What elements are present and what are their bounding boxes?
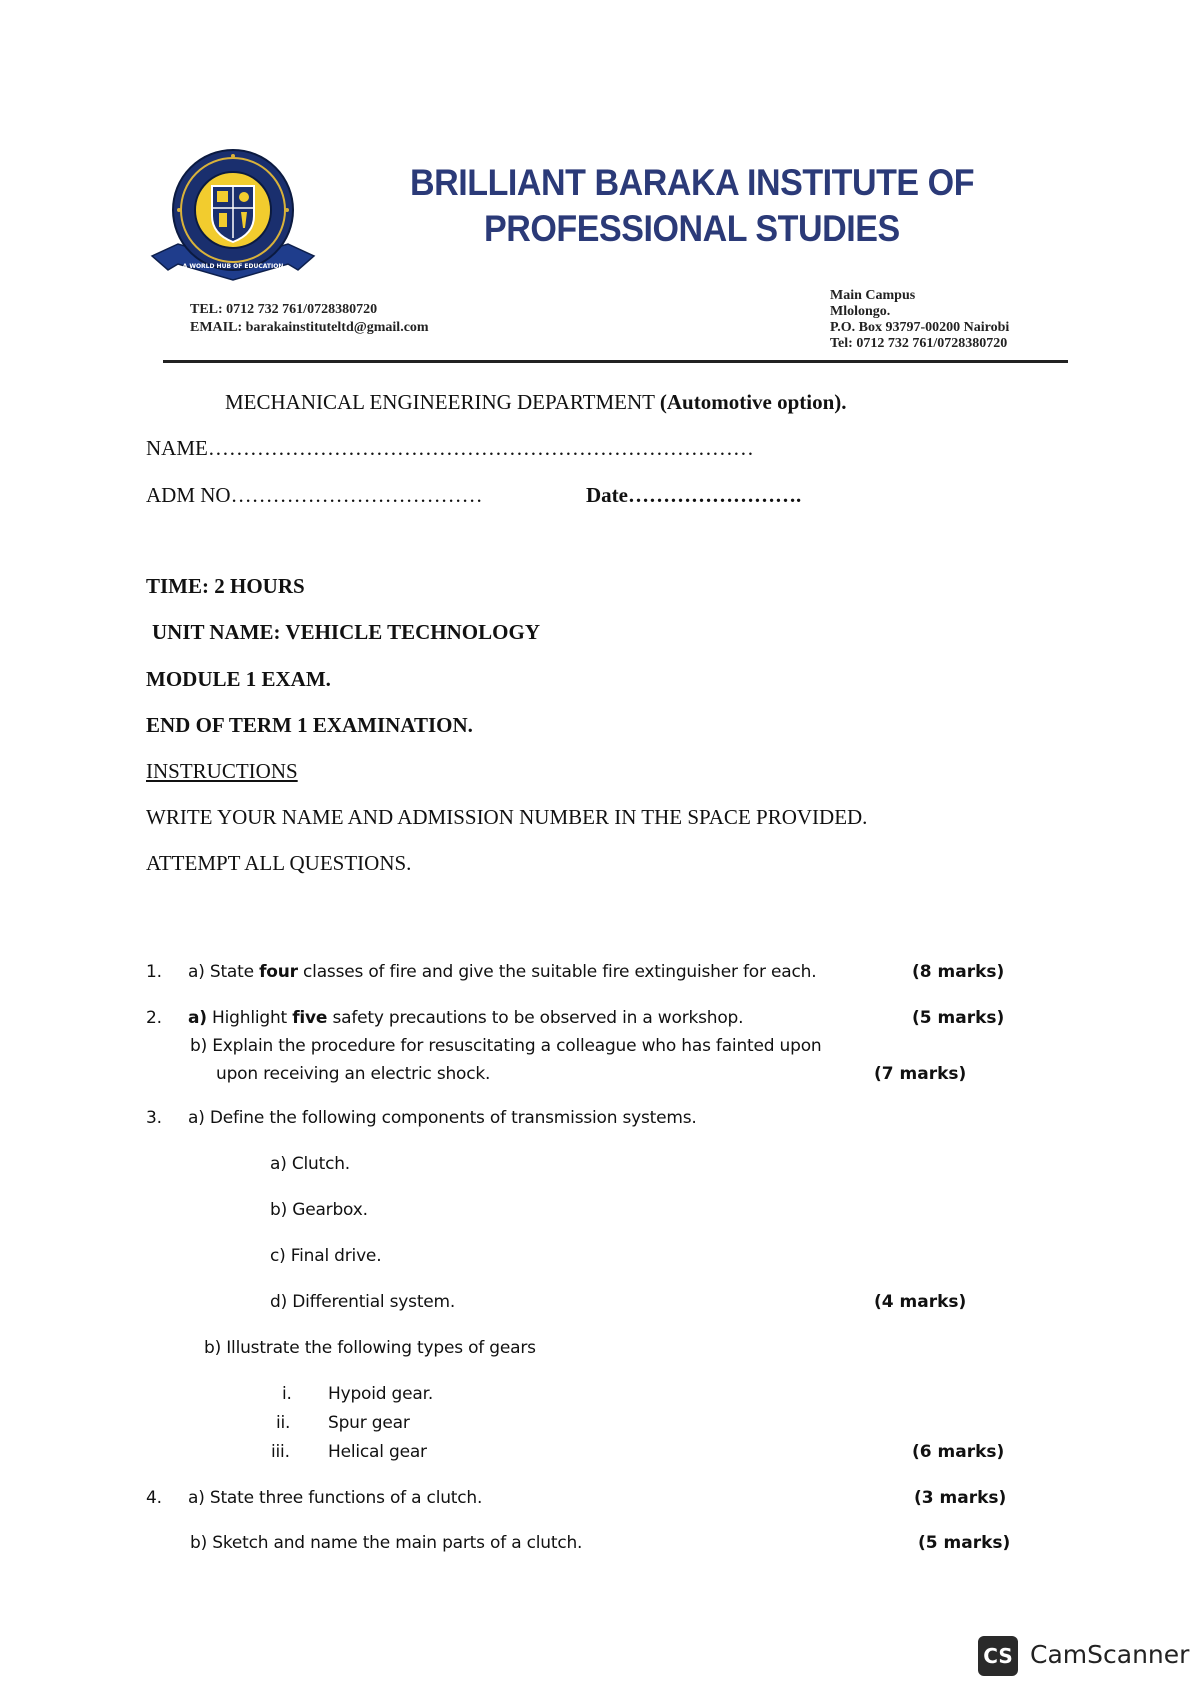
q3-b-item-spur: Spur gear bbox=[328, 1413, 410, 1433]
instructions-heading: INSTRUCTIONS bbox=[146, 759, 298, 783]
q3-a-item-differential: d) Differential system. bbox=[270, 1292, 456, 1312]
institute-logo bbox=[148, 148, 318, 288]
name-field: NAME…………………………………………………………………… bbox=[146, 436, 754, 460]
unit-name: UNIT NAME: VEHICLE TECHNOLOGY bbox=[152, 620, 540, 644]
header-divider bbox=[163, 360, 1068, 363]
q2-a-bold: five bbox=[292, 1008, 328, 1028]
department-option: (Automotive option). bbox=[659, 390, 847, 414]
q1-a-pre: a) State bbox=[188, 962, 260, 982]
q2-b-line2: upon receiving an electric shock. bbox=[216, 1064, 491, 1084]
term-name: END OF TERM 1 EXAMINATION. bbox=[146, 713, 473, 737]
email-line: EMAIL: barakainstituteltd@gmail.com bbox=[190, 320, 429, 335]
exam-time: TIME: 2 HOURS bbox=[146, 574, 305, 598]
q3-number: 3. bbox=[146, 1108, 162, 1128]
q4-number: 4. bbox=[146, 1488, 162, 1508]
camscanner-icon: CS bbox=[978, 1636, 1018, 1676]
q3-b-item-helical: Helical gear bbox=[328, 1442, 427, 1462]
q3-a-item-final-drive: c) Final drive. bbox=[270, 1246, 382, 1266]
tel-line: TEL: 0712 732 761/0728380720 bbox=[190, 302, 378, 317]
campus-po-box: P.O. Box 93797-00200 Nairobi bbox=[830, 320, 1010, 335]
department-name: MECHANICAL ENGINEERING DEPARTMENT bbox=[225, 390, 660, 414]
q3-b-numeral-ii: ii. bbox=[276, 1413, 291, 1433]
q3-a-item-clutch: a) Clutch. bbox=[270, 1154, 351, 1174]
q4-b-text: b) Sketch and name the main parts of a clutch. bbox=[190, 1533, 583, 1553]
logo-motto: A WORLD HUB OF EDUCATION bbox=[182, 263, 284, 270]
campus-town: Mlolongo. bbox=[830, 304, 891, 319]
q2-a-post: safety precautions to be observed in a workshop. bbox=[327, 1008, 744, 1028]
institute-title-line2: PROFESSIONAL STUDIES bbox=[484, 208, 900, 249]
q3-a-text: a) Define the following components of transmission systems. bbox=[188, 1108, 697, 1128]
q1-a-bold: four bbox=[259, 962, 298, 982]
adm-no-field: ADM NO……………………………… bbox=[146, 483, 483, 507]
department-line bbox=[225, 390, 847, 415]
q3-b-text: b) Illustrate the following types of gears bbox=[204, 1338, 536, 1358]
q3-b-numeral-iii: iii. bbox=[271, 1442, 290, 1462]
q3-b-numeral-i: i. bbox=[282, 1384, 292, 1404]
q1-a-text bbox=[188, 962, 816, 982]
q4-a-text: a) State three functions of a clutch. bbox=[188, 1488, 483, 1508]
q1-number: 1. bbox=[146, 962, 162, 982]
instruction-1: WRITE YOUR NAME AND ADMISSION NUMBER IN THE SPACE PROVIDED. bbox=[146, 805, 868, 829]
q1-a-marks: (8 marks) bbox=[912, 962, 1005, 982]
instruction-2: ATTEMPT ALL QUESTIONS. bbox=[146, 851, 412, 875]
q4-a-marks: (3 marks) bbox=[914, 1488, 1007, 1508]
q3-b-marks: (6 marks) bbox=[912, 1442, 1005, 1462]
q2-a-text bbox=[188, 1008, 743, 1028]
module-name: MODULE 1 EXAM. bbox=[146, 667, 331, 691]
q2-b-marks: (7 marks) bbox=[874, 1064, 967, 1084]
q3-a-item-gearbox: b) Gearbox. bbox=[270, 1200, 368, 1220]
q1-a-post: classes of fire and give the suitable fire extinguisher for each. bbox=[297, 962, 817, 982]
q3-b-item-hypoid: Hypoid gear. bbox=[328, 1384, 434, 1404]
institute-title-line1: BRILLIANT BARAKA INSTITUTE OF bbox=[410, 162, 975, 203]
q2-a-label: a) bbox=[188, 1008, 207, 1028]
date-field: Date……………………. bbox=[586, 483, 802, 507]
campus-name: Main Campus bbox=[830, 288, 916, 303]
q2-number: 2. bbox=[146, 1008, 162, 1028]
q2-a-marks: (5 marks) bbox=[912, 1008, 1005, 1028]
campus-tel: Tel: 0712 732 761/0728380720 bbox=[830, 336, 1008, 351]
q3-a-marks: (4 marks) bbox=[874, 1292, 967, 1312]
camscanner-watermark: CamScanner bbox=[1030, 1640, 1190, 1669]
q2-a-pre: Highlight bbox=[206, 1008, 293, 1028]
q2-b-line1: b) Explain the procedure for resuscitating a colleague who has fainted upon bbox=[190, 1036, 822, 1056]
q4-b-marks: (5 marks) bbox=[918, 1533, 1011, 1553]
